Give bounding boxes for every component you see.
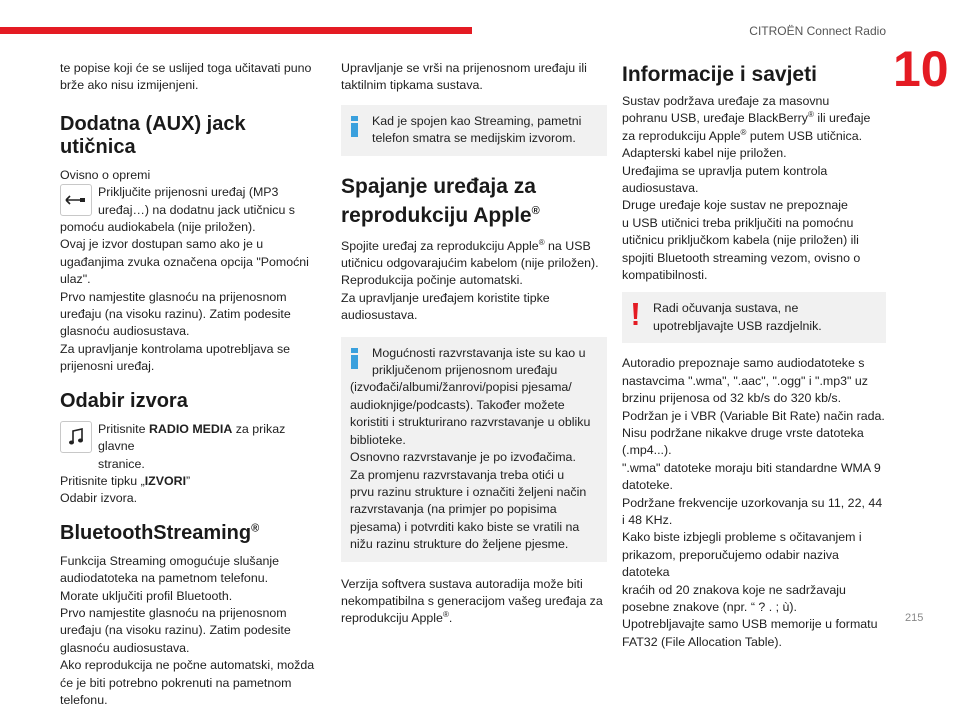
music-note-icon	[60, 421, 92, 453]
aux-lead: Ovisno o opremi	[60, 167, 151, 182]
column-middle	[341, 60, 607, 628]
aux-heading: Dodatna (AUX) jack utičnica	[60, 112, 246, 158]
info-heading: Informacije i savjeti	[622, 63, 817, 86]
software-version-text: Verzija softvera sustava autoradija može biti nekompatibilna s generacijom vašeg uređaja za reprodukciju Apple®.	[341, 576, 603, 626]
info-icon	[349, 348, 360, 374]
aux-instruction: Priključite prijenosni uređaj (MP3 uređaj…) na dodatnu jack utičnicu s	[60, 184, 322, 219]
info-icon	[349, 116, 360, 142]
column-left	[60, 60, 322, 709]
sorting-note: Mogućnosti razvrstavanja iste su kao u priključenom prijenosnom uređaju (izvođači/albumi/žanrovi/popisi pjesama/ audioknjige/podcasts). Također možete koristiti i strukturirano razvrstavanje u obliku biblioteke. Osnovno razvrstavanje je po izvođačima. Za promjenu razvrstavanja treba otići u prvu razinu strukture i označiti željeni način razvrstavanja (na primjer po popisima pjesama) i potvrditi kako biste se vratili na nižu razinu strukture do željene pjesme.	[341, 337, 607, 562]
apple-heading: Spajanje uređaja za reprodukciju Apple®	[341, 174, 540, 227]
aux-jack-icon	[60, 184, 92, 216]
streaming-note: Kad je spojen kao Streaming, pametni telefon smatra se medijskim izvorom.	[341, 105, 607, 156]
intro-text: te popise koji će se uslijed toga učitavati puno brže ako nisu izmijenjeni.	[60, 61, 312, 93]
bluetooth-heading: BluetoothStreaming®	[60, 521, 260, 544]
source-instruction: Pritisnite RADIO MEDIA za prikaz glavne stranice.	[60, 421, 322, 473]
source-body: Pritisnite tipku „IZVORI” Odabir izvora.	[60, 473, 191, 506]
column-right	[622, 60, 886, 651]
usb-hub-warning: Radi očuvanja sustava, ne upotrebljavajte USB razdjelnik.	[622, 292, 886, 343]
apple-body: Spojite uređaj za reprodukciju Apple® na USB utičnicu odgovarajućim kabelom (nije priložen). Reprodukcija počinje automatski. Za upravljanje uređajem koristite tipke audiosustava.	[341, 237, 599, 323]
aux-body: pomoću audiokabela (nije priložen). Ovaj je izvor dostupan samo ako je u ugađanjima zvuka označena opcija "Pomoćni ulaz". Prvo namjestite glasnoću na prijenosnom uređaju (na visoku razinu). Zatim podesite glasnoću audiosustava. Za upravljanje kontrolama upotrebljava se prijenosni uređaj.	[60, 220, 309, 374]
chapter-number: 10	[893, 41, 949, 97]
source-heading: Odabir izvora	[60, 389, 188, 412]
header-title: CITROËN Connect Radio	[749, 24, 886, 38]
file-format-text: Autoradio prepoznaje samo audiodatoteke s nastavcima ".wma", ".aac", ".ogg" i ".mp3" uz brzinu prijenosa od 32 kb/s do 320 kb/s. Podržan je i VBR (Variable Bit Rate) način rada. Nisu podržane nikakve druge vrste datoteka (.mp4...). ".wma" datoteke moraju biti standardne WMA 9 datoteke. Podržane frekvencije uzorkovanja su 11, 22, 44 i 48 KHz. Kako biste izbjegli probleme s očitavanjem i prikazom, preporučujemo odabir naziva datoteka kraćih od 20 znakova koje ne sadržavaju posebne znakove (npr. “ ? . ; ù). Upotrebljavajte samo USB memorije u formatu FAT32 (File Allocation Table).	[622, 356, 885, 649]
info-body: Sustav podržava uređaje za masovnu pohranu USB, uređaje BlackBerry® ili uređaje za reprodukciju Apple® putem USB utičnica. Adapterski kabel nije priložen. Uređajima se upravlja putem kontrola audiosustava. Druge uređaje koje sustav ne prepoznaje u USB utičnici treba priključiti na pomoćnu utičnicu priključkom kabela (nije priložen) ili spojiti Bluetooth streaming vezom, ovisno o kompatibilnosti.	[622, 94, 871, 283]
warning-icon	[630, 303, 641, 332]
bluetooth-body: Funkcija Streaming omogućuje slušanje audiodatoteka na pametnom telefonu. Morate uključiti profil Bluetooth. Prvo namjestite glasnoću na prijenosnom uređaju (na visoku razinu). Zatim podesite glasnoću audiosustava. Ako reprodukcija ne počne automatski, možda će je biti potrebno pokrenuti na pametnom telefonu.	[60, 553, 315, 707]
header-red-bar	[0, 27, 472, 34]
page-number: 215	[905, 612, 924, 624]
control-text: Upravljanje se vrši na prijenosnom uređaju ili taktilnim tipkama sustava.	[341, 61, 587, 93]
